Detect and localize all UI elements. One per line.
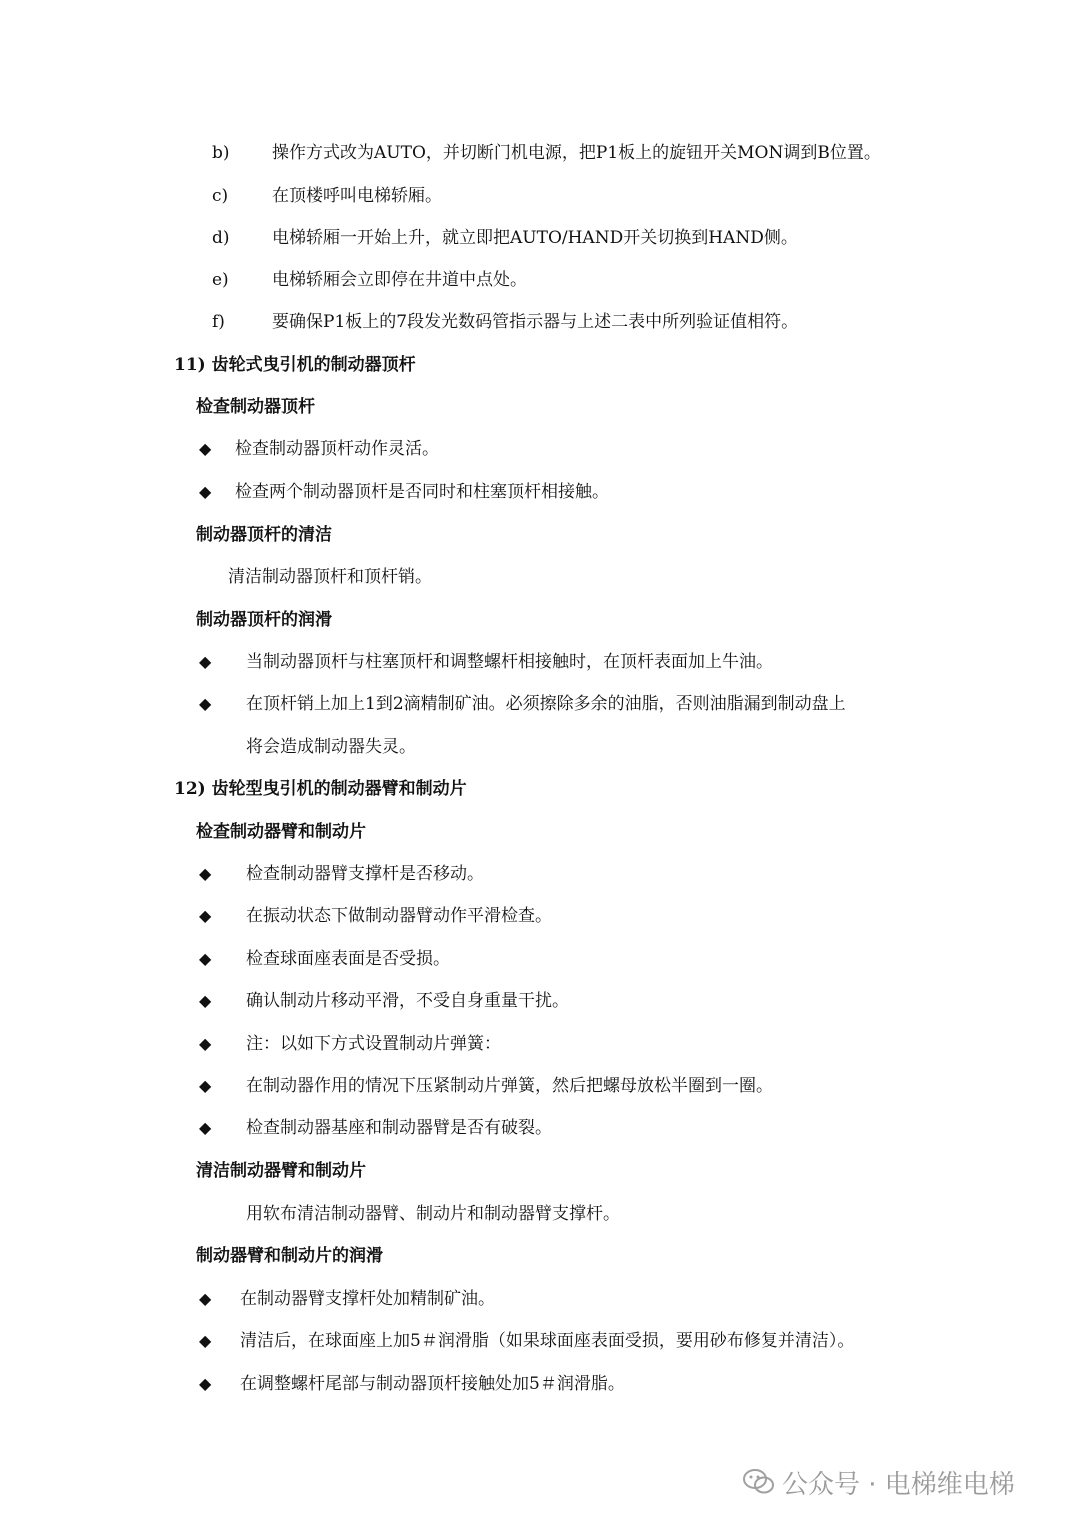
- diamond-bullet-icon: ◆: [199, 1118, 212, 1137]
- diamond-bullet-icon: ◆: [199, 1289, 212, 1308]
- diamond-bullet-icon: ◆: [199, 1374, 212, 1393]
- diamond-bullet-icon: ◆: [199, 1331, 212, 1350]
- diamond-bullet-icon: ◆: [199, 1076, 212, 1095]
- list-item-continuation: 将会造成制动器失灵。: [246, 737, 416, 757]
- diamond-bullet-icon: ◆: [199, 991, 212, 1010]
- list-item: 检查两个制动器顶杆是否同时和柱塞顶杆相接触。: [235, 482, 609, 502]
- diamond-bullet-icon: ◆: [199, 482, 212, 501]
- step-text: 操作方式改为AUTO，并切断门机电源，把P1板上的旋钮开关MON调到B位置。: [272, 143, 881, 163]
- list-item: 注：以如下方式设置制动片弹簧：: [246, 1034, 501, 1054]
- list-item: 在振动状态下做制动器臂动作平滑检查。: [246, 906, 552, 926]
- diamond-bullet-icon: ◆: [199, 1034, 212, 1053]
- step-text: 要确保P1板上的7段发光数码管指示器与上述二表中所列验证值相符。: [272, 312, 799, 332]
- watermark: [742, 1462, 1062, 1502]
- step-text: 在顶楼呼叫电梯轿厢。: [272, 186, 442, 206]
- subsection-title: 检查制动器臂和制动片: [196, 822, 366, 842]
- section-title: 12) 齿轮型曳引机的制动器臂和制动片: [174, 779, 467, 799]
- step-label: f): [212, 312, 225, 332]
- list-item: 在调整螺杆尾部与制动器顶杆接触处加5＃润滑脂。: [240, 1374, 625, 1394]
- list-item: 检查制动器顶杆动作灵活。: [235, 439, 439, 459]
- step-label: d): [212, 228, 230, 248]
- step-text: 电梯轿厢一开始上升，就立即把AUTO/HAND开关切换到HAND侧。: [272, 228, 798, 248]
- step-label: b): [212, 143, 230, 163]
- list-item: 在制动器臂支撑杆处加精制矿油。: [240, 1289, 495, 1309]
- paragraph: 用软布清洁制动器臂、制动片和制动器臂支撑杆。: [246, 1204, 620, 1224]
- list-item: 检查球面座表面是否受损。: [246, 949, 450, 969]
- list-item: 检查制动器臂支撑杆是否移动。: [246, 864, 484, 884]
- wechat-icon: [742, 1465, 776, 1499]
- paragraph: 清洁制动器顶杆和顶杆销。: [228, 567, 432, 587]
- diamond-bullet-icon: ◆: [199, 439, 212, 458]
- subsection-title: 制动器顶杆的清洁: [196, 525, 332, 545]
- list-item: 当制动器顶杆与柱塞顶杆和调整螺杆相接触时，在顶杆表面加上牛油。: [246, 652, 773, 672]
- section-title: 11) 齿轮式曳引机的制动器顶杆: [174, 355, 416, 375]
- step-label: c): [212, 186, 229, 206]
- diamond-bullet-icon: ◆: [199, 906, 212, 925]
- subsection-title: 制动器顶杆的润滑: [196, 610, 332, 630]
- list-item: 确认制动片移动平滑，不受自身重量干扰。: [246, 991, 569, 1011]
- diamond-bullet-icon: ◆: [199, 694, 212, 713]
- list-item: 清洁后，在球面座上加5＃润滑脂（如果球面座表面受损，要用砂布修复并清洁）。: [240, 1331, 855, 1351]
- subsection-title: 制动器臂和制动片的润滑: [196, 1246, 383, 1266]
- list-item: 在顶杆销上加上1到2滴精制矿油。必须擦除多余的油脂，否则油脂漏到制动盘上: [246, 694, 846, 714]
- subsection-title: 检查制动器顶杆: [196, 397, 315, 417]
- watermark-text: 公众号 · 电梯维电梯: [782, 1469, 1015, 1500]
- step-label: e): [212, 270, 229, 290]
- step-text: 电梯轿厢会立即停在井道中点处。: [272, 270, 527, 290]
- diamond-bullet-icon: ◆: [199, 864, 212, 883]
- list-item: 检查制动器基座和制动器臂是否有破裂。: [246, 1118, 552, 1138]
- list-item: 在制动器作用的情况下压紧制动片弹簧，然后把螺母放松半圈到一圈。: [246, 1076, 773, 1096]
- diamond-bullet-icon: ◆: [199, 949, 212, 968]
- diamond-bullet-icon: ◆: [199, 652, 212, 671]
- subsection-title: 清洁制动器臂和制动片: [196, 1161, 366, 1181]
